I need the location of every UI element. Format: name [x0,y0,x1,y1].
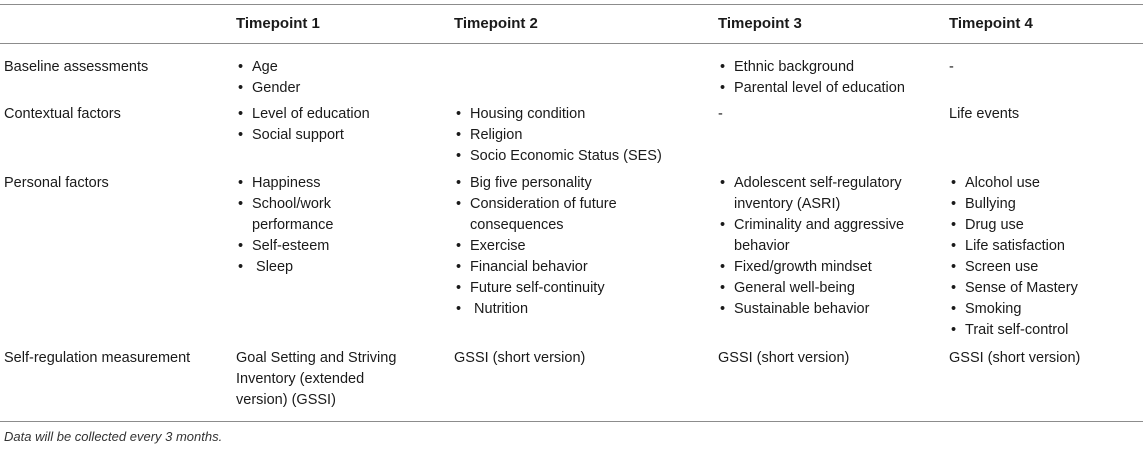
list-item: • Sleep [236,257,376,278]
list-item: • Religion [454,125,704,146]
list-item: • Drug use [949,215,1139,236]
list-item: • Age [236,57,436,78]
list-item: • Consideration of future consequences [454,194,669,236]
list-item: • Screen use [949,257,1139,278]
list-item: • Adolescent self-regulatory inventory (ASRI) [718,173,928,215]
row-label-contextual: Contextual factors [4,106,121,122]
cell-baseline-tp3 [718,57,943,99]
list-item: • Bullying [949,194,1139,215]
list-item: • Trait self-control [949,320,1139,341]
list-item: • Level of education [236,104,436,125]
list-item: • Nutrition [454,299,669,320]
list-item: • Big five personality [454,173,669,194]
cell-contextual-tp4: Life events [949,106,1020,122]
list-item: • Housing condition [454,104,704,125]
table-footnote: Data will be collected every 3 months. [4,429,223,444]
list-item: • Parental level of education [718,78,943,99]
cell-selfreg-tp3: GSSI (short version) [718,350,850,366]
cell-selfreg-tp2: GSSI (short version) [454,350,586,366]
list-item: • Life satisfaction [949,236,1139,257]
list-item: • School/work performance [236,194,376,236]
header-timepoint-1: Timepoint 1 [236,15,320,32]
row-label-self-regulation: Self-regulation measurement [4,350,191,366]
table-bottom-rule [0,421,1143,422]
list-item: • Self-esteem [236,236,376,257]
cell-contextual-tp1 [236,104,436,146]
row-label-baseline: Baseline assessments [4,59,149,75]
table-header-rule [0,43,1143,44]
list-item: • Sustainable behavior [718,299,928,320]
list-item: • Alcohol use [949,173,1139,194]
cell-personal-tp2 [454,173,669,320]
list-item: • Future self-continuity [454,278,669,299]
cell-baseline-tp1 [236,57,436,99]
list-item: • Gender [236,78,436,99]
table-top-rule [0,4,1143,5]
cell-baseline-tp4: - [949,59,954,75]
list-item: • Ethnic background [718,57,943,78]
header-timepoint-2: Timepoint 2 [454,15,538,32]
cell-personal-tp1 [236,173,376,278]
cell-selfreg-tp4: GSSI (short version) [949,350,1081,366]
list-item: • Sense of Mastery [949,278,1139,299]
cell-contextual-tp3: - [718,106,723,122]
list-item: • Criminality and aggressive behavior [718,215,928,257]
list-item: • Social support [236,125,436,146]
list-item: • Exercise [454,236,669,257]
header-timepoint-4: Timepoint 4 [949,15,1033,32]
row-label-personal: Personal factors [4,175,109,191]
list-item: • Socio Economic Status (SES) [454,146,704,167]
cell-personal-tp4 [949,173,1139,341]
list-item: • Financial behavior [454,257,669,278]
list-item: • Smoking [949,299,1139,320]
list-item: • Fixed/growth mindset [718,257,928,278]
cell-personal-tp3 [718,173,928,320]
list-item: • Happiness [236,173,376,194]
cell-contextual-tp2 [454,104,704,167]
cell-selfreg-tp1: Goal Setting and Striving Inventory (extended version) (GSSI) [236,350,397,408]
header-timepoint-3: Timepoint 3 [718,15,802,32]
list-item: • General well-being [718,278,928,299]
